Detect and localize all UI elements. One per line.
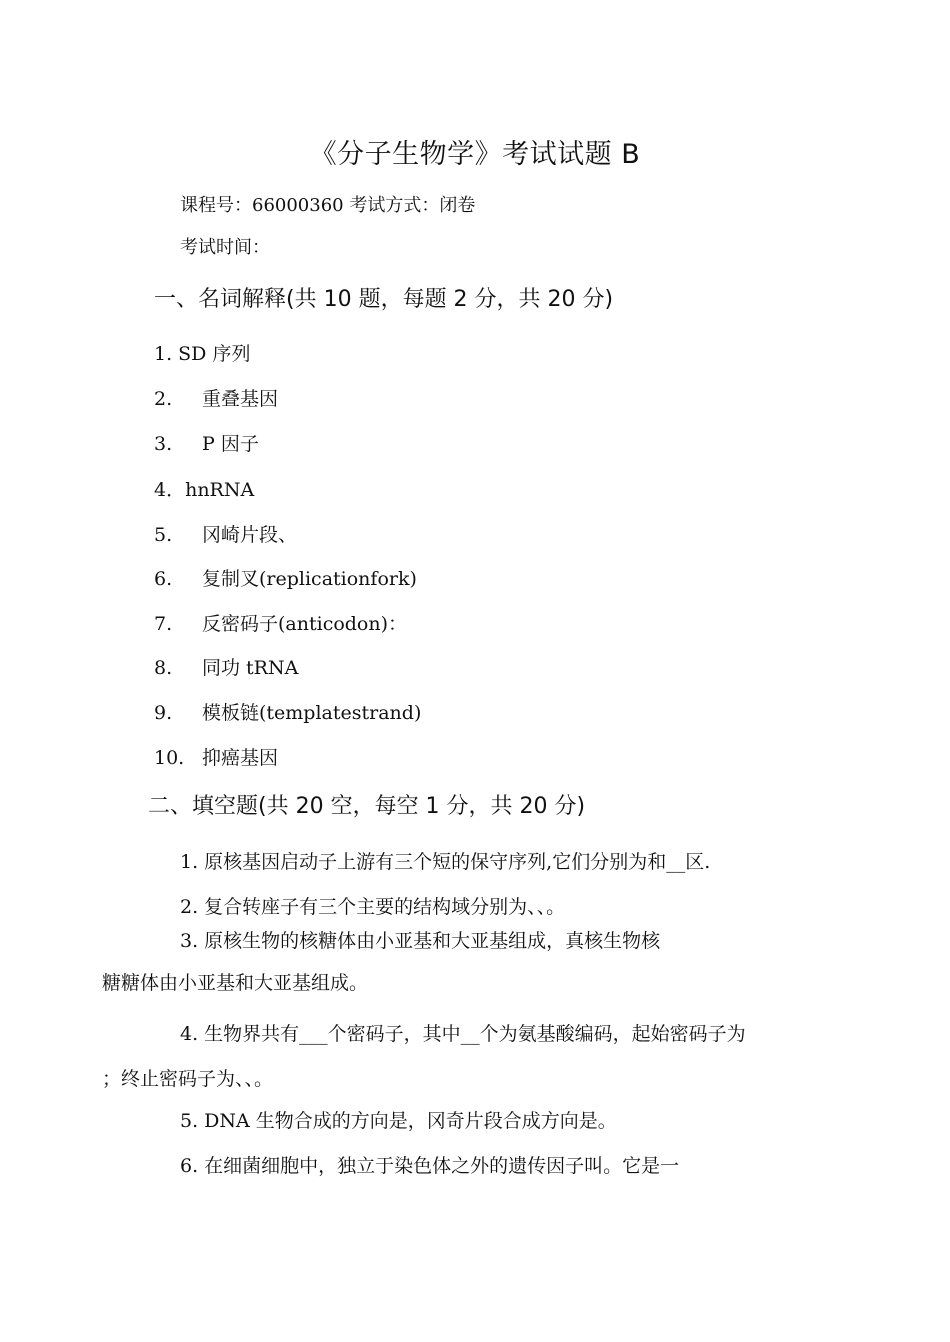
term-item-2: [154, 384, 278, 411]
exam-time-line: 考试时间：: [180, 237, 270, 258]
term-item-3: [154, 429, 259, 456]
term-item-5: [154, 520, 297, 547]
term-item-number: 8.: [154, 657, 173, 679]
term-item-6: [154, 564, 417, 591]
fill-blank-line: 1. 原核基因启动子上游有三个短的保守序列,它们分别为和__区.: [180, 851, 711, 873]
term-item-10: [154, 743, 278, 770]
fill-blank-line: 2. 复合转座子有三个主要的结构域分别为、、。: [180, 896, 566, 918]
term-item-text: P 因子: [202, 433, 259, 455]
term-item-number: 9.: [154, 702, 173, 724]
term-item-text: 抑癌基因: [202, 747, 279, 769]
course-info-line: 课程号：66000360 考试方式：闭卷: [180, 195, 476, 216]
fill-blank-line-continued: ；终止密码子为、、。: [102, 1068, 274, 1090]
fill-blank-line: 3. 原核生物的核糖体由小亚基和大亚基组成，真核生物核: [180, 930, 661, 952]
document-title: 《分子生物学》考试试题 B: [309, 139, 641, 170]
section-1-heading: 一、名词解释(共 10 题，每题 2 分，共 20 分): [154, 287, 614, 312]
term-item-number: 10.: [154, 747, 185, 769]
term-item-text: 4．hnRNA: [154, 479, 255, 501]
term-item-text: 重叠基因: [202, 388, 279, 410]
fill-blank-line: 5. DNA 生物合成的方向是，冈奇片段合成方向是。: [180, 1110, 617, 1132]
term-item-number: 3.: [154, 433, 173, 455]
fill-blank-line: 6. 在细菌细胞中，独立于染色体之外的遗传因子叫。它是一: [180, 1155, 680, 1177]
fill-blank-line-continued: 糖糖体由小亚基和大亚基组成。: [102, 972, 369, 994]
term-item-text: 冈崎片段、: [202, 524, 298, 546]
term-item-number: 2.: [154, 388, 173, 410]
term-item-8: [154, 653, 298, 680]
section-2-heading: 二、填空题(共 20 空，每空 1 分，共 20 分): [148, 794, 586, 819]
term-item-1: [154, 339, 250, 366]
term-item-number: 7.: [154, 613, 173, 635]
term-item-text: 反密码子(anticodon)：: [202, 613, 408, 635]
term-item-text: 模板链(templatestrand): [202, 702, 422, 724]
fill-blank-line: 4. 生物界共有___个密码子，其中__个为氨基酸编码，起始密码子为: [180, 1023, 746, 1045]
term-item-number: 6.: [154, 568, 173, 590]
term-item-9: [154, 698, 421, 725]
term-item-4: [154, 475, 254, 502]
term-item-text: 1. SD 序列: [154, 343, 251, 365]
term-item-text: 复制叉(replicationfork): [202, 568, 417, 590]
term-item-7: [154, 609, 407, 636]
term-item-text: 同功 tRNA: [202, 657, 299, 679]
term-item-number: 5.: [154, 524, 173, 546]
